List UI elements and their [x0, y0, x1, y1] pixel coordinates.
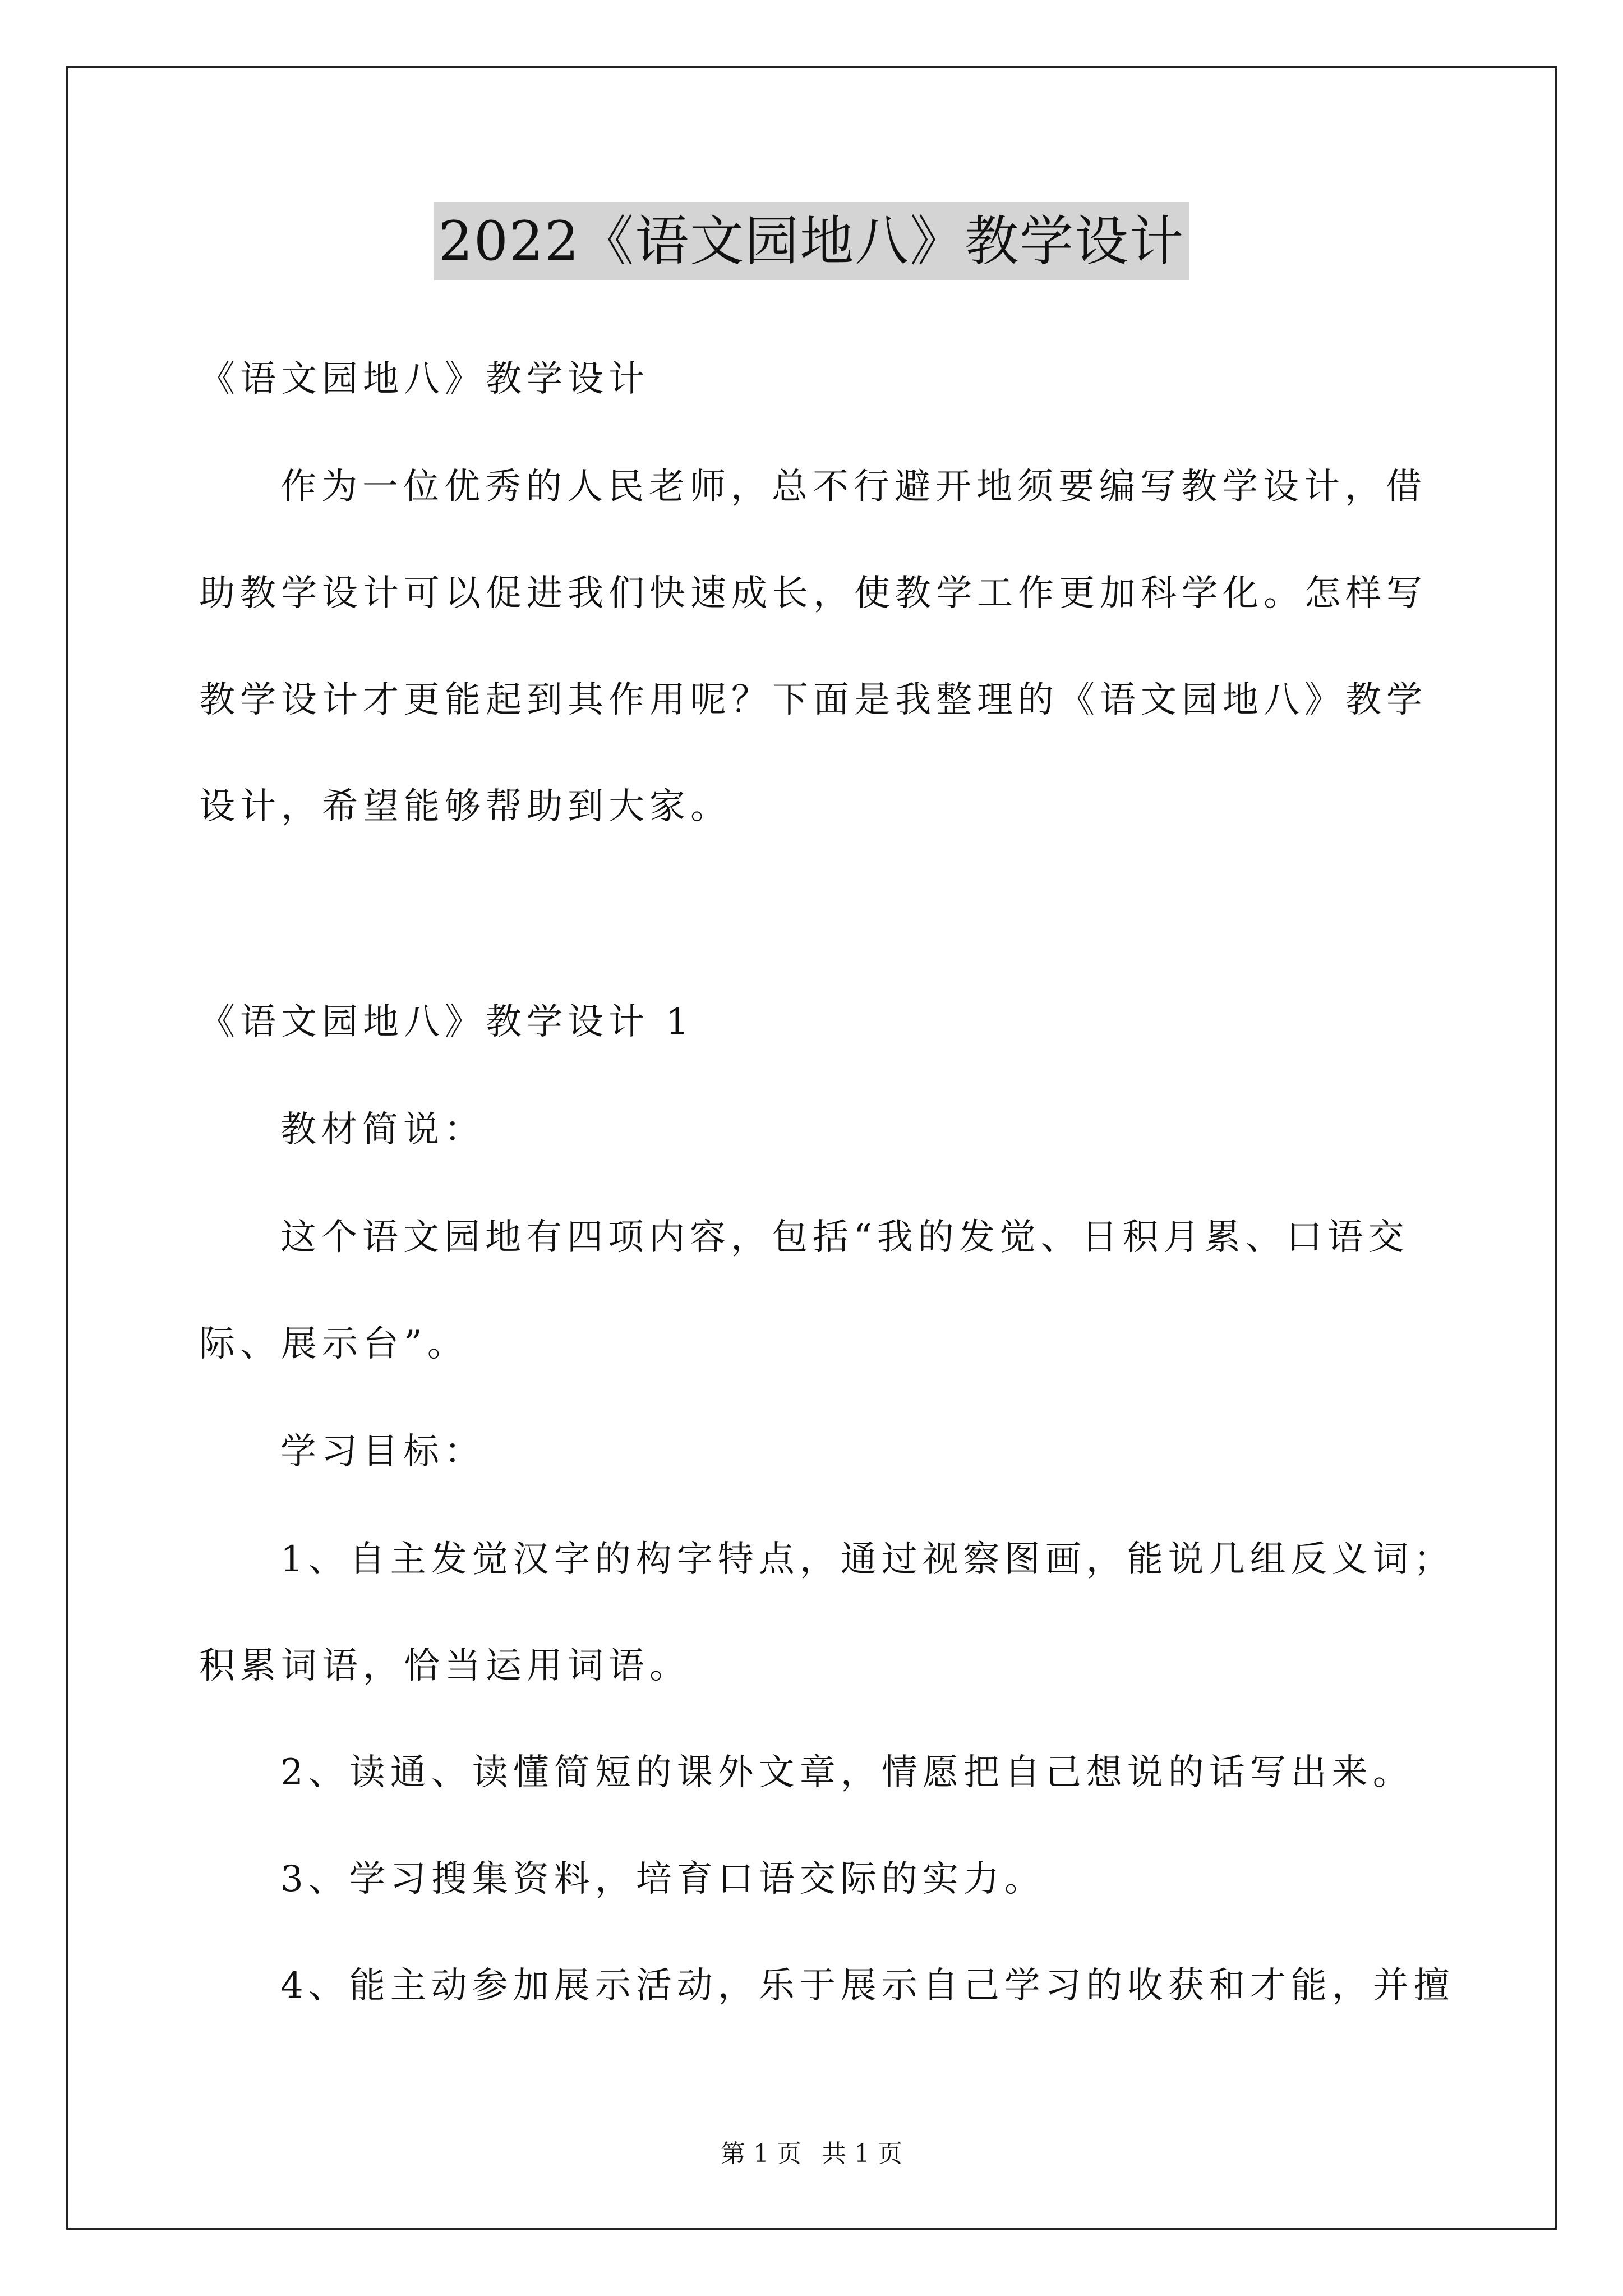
- material-line-1: 这个语文园地有四项内容，包括“我的发觉、日积月累、口语交: [280, 1217, 1409, 1258]
- page-footer: [0, 2137, 1623, 2171]
- material-heading: 教材简说：: [280, 1109, 485, 1151]
- intro-line-3: 教学设计才更能起到其作用呢？下面是我整理的《语文园地八》教学: [199, 679, 1427, 721]
- page-number: 第 1 页: [721, 2139, 801, 2168]
- goals-heading: 学习目标：: [280, 1431, 485, 1473]
- goal-4-start: 4、能主动参加展示活动，乐于展示自己学习的收获和才能，并擅: [280, 1965, 1455, 2007]
- subtitle: 《语文园地八》教学设计: [199, 358, 649, 400]
- goal-3: 3、学习搜集资料，培育口语交际的实力。: [280, 1858, 1045, 1900]
- goal-2: 2、读通、读懂简短的课外文章，情愿把自己想说的话写出来。: [280, 1752, 1414, 1793]
- material-line-2: 际、展示台”。: [199, 1323, 468, 1365]
- page-total: 共 1 页: [822, 2139, 902, 2168]
- goal-1-line-2: 积累词语，恰当运用词语。: [199, 1645, 690, 1687]
- document-title: 2022《语文园地八》教学设计: [434, 202, 1189, 280]
- section-title: 《语文园地八》教学设计 1: [199, 1001, 694, 1043]
- intro-line-4: 设计，希望能够帮助到大家。: [199, 786, 731, 827]
- title-container: [0, 202, 1623, 280]
- intro-line-1: 作为一位优秀的人民老师，总不行避开地须要编写教学设计，借: [280, 466, 1427, 508]
- intro-line-2: 助教学设计可以促进我们快速成长，使教学工作更加科学化。怎样写: [199, 573, 1427, 614]
- goal-1-line-1: 1、自主发觉汉字的构字特点，通过视察图画，能说几组反义词；: [280, 1539, 1455, 1580]
